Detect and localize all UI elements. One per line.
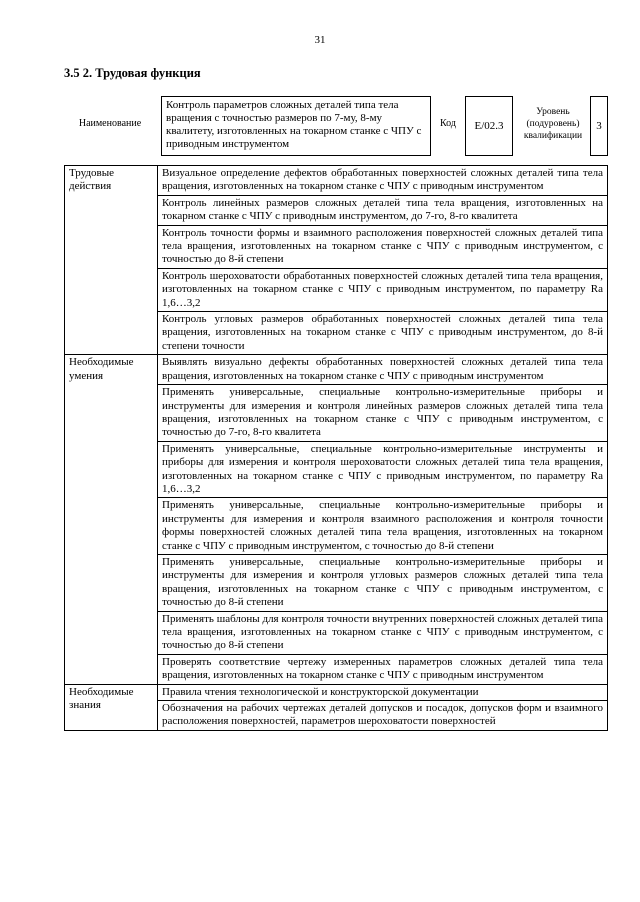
- required-skills-item: Выявлять визуально дефекты обработанных поверхностей сложных деталей типа тела вращения, изготовленных на токарном станке с ЧПУ с приводным инструментом: [158, 355, 608, 385]
- table-body: [65, 166, 608, 731]
- name-value: Контроль параметров сложных деталей типа тела вращения с точностью размеров по 7-му, 8-му квалитету, изготовленных на токарном станке с ЧПУ с приводным инструментом: [161, 96, 431, 156]
- required-skills-label: Необходимые умения: [65, 355, 158, 684]
- required-skills-item: Применять универсальные, специальные контрольно-измерительные приборы и инструменты для измерения и контроля угловых размеров сложных деталей типа тела вращения, изготовленных на токарном станке с ЧПУ с приводным инструментом, с точностью до 8-й степени: [158, 554, 608, 611]
- table-row: [65, 684, 608, 700]
- table-row: [65, 166, 608, 196]
- code-label: Код: [440, 118, 456, 129]
- level-label-line: квалификации: [523, 131, 583, 141]
- name-label: Наименование: [78, 118, 142, 129]
- required-knowledge-item: Правила чтения технологической и конструкторской документации: [158, 684, 608, 700]
- page-number: 31: [314, 34, 326, 46]
- labor-actions-item: Визуальное определение дефектов обработанных поверхностей сложных деталей типа тела вращения, изготовленных на токарном станке с ЧПУ с приводным инструментом: [158, 166, 608, 196]
- labor-function-table: [64, 165, 608, 731]
- required-skills-item: Применять универсальные, специальные контрольно-измерительные приборы и инструменты для измерения и контроля линейных размеров сложных деталей типа тела вращения, изготовленных на токарном станке с ЧПУ с приводным инструментом, с точностью до 7-го, 8-го квалитета: [158, 385, 608, 442]
- required-knowledge-item: Обозначения на рабочих чертежах деталей допусков и посадок, допусков форм и взаимного расположения поверхностей, параметров шероховатости поверхностей: [158, 701, 608, 731]
- level-label-line: Уровень: [536, 107, 570, 117]
- level-label-line: (подуровень): [526, 119, 580, 129]
- labor-actions-item: Контроль точности формы и взаимного расположения поверхностей сложных деталей типа тела вращения, изготовленных на токарном станке с ЧПУ с приводным инструментом, с точностью до 8-й степени: [158, 225, 608, 268]
- required-skills-item: Применять универсальные, специальные контрольно-измерительные инструменты и приборы для измерения и контроля шероховатости сложных деталей типа тела вращения, изготовленных на токарном станке с ЧПУ с приводным инструментом, по параметру Ra 1,6…3,2: [158, 441, 608, 498]
- labor-actions-label: Трудовые действия: [65, 166, 158, 355]
- labor-actions-item: Контроль угловых размеров обработанных поверхностей сложных деталей типа тела вращения, изготовленных на токарном станке с ЧПУ с приводным инструментом, до 8-й степени точности: [158, 312, 608, 355]
- labor-actions-item: Контроль линейных размеров сложных деталей типа тела вращения, изготовленных на токарном станке с ЧПУ с приводным инструментом, до 7-го, 8-го квалитета: [158, 195, 608, 225]
- labor-actions-item: Контроль шероховатости обработанных поверхностей сложных деталей типа тела вращения, изготовленных на токарном станке с ЧПУ с приводным инструментом, по параметру Ra 1,6…3,2: [158, 268, 608, 311]
- required-skills-item: Проверять соответствие чертежу измеренных параметров сложных деталей типа тела вращения, изготовленных на токарном станке с ЧПУ с приводным инструментом: [158, 654, 608, 684]
- code-value: E/02.3: [465, 96, 513, 156]
- required-knowledge-label: Необходимые знания: [65, 684, 158, 730]
- required-skills-item: Применять универсальные, специальные контрольно-измерительные приборы и инструменты для измерения и контроля взаимного расположения и контроля точности формы поверхностей сложных деталей типа тела вращения, изготовленных на токарном станке с ЧПУ с приводным инструментом, с точностью до 8-й степени: [158, 498, 608, 555]
- qualification-level-label: [518, 106, 588, 142]
- qualification-level-value: 3: [590, 96, 608, 156]
- table-row: [65, 355, 608, 385]
- section-title: 3.5 2. Трудовая функция: [64, 66, 201, 80]
- required-skills-item: Применять шаблоны для контроля точности внутренних поверхностей сложных деталей типа тела вращения, изготовленных на токарном станке с ЧПУ с приводным инструментом, с точностью до 8-й степени: [158, 611, 608, 654]
